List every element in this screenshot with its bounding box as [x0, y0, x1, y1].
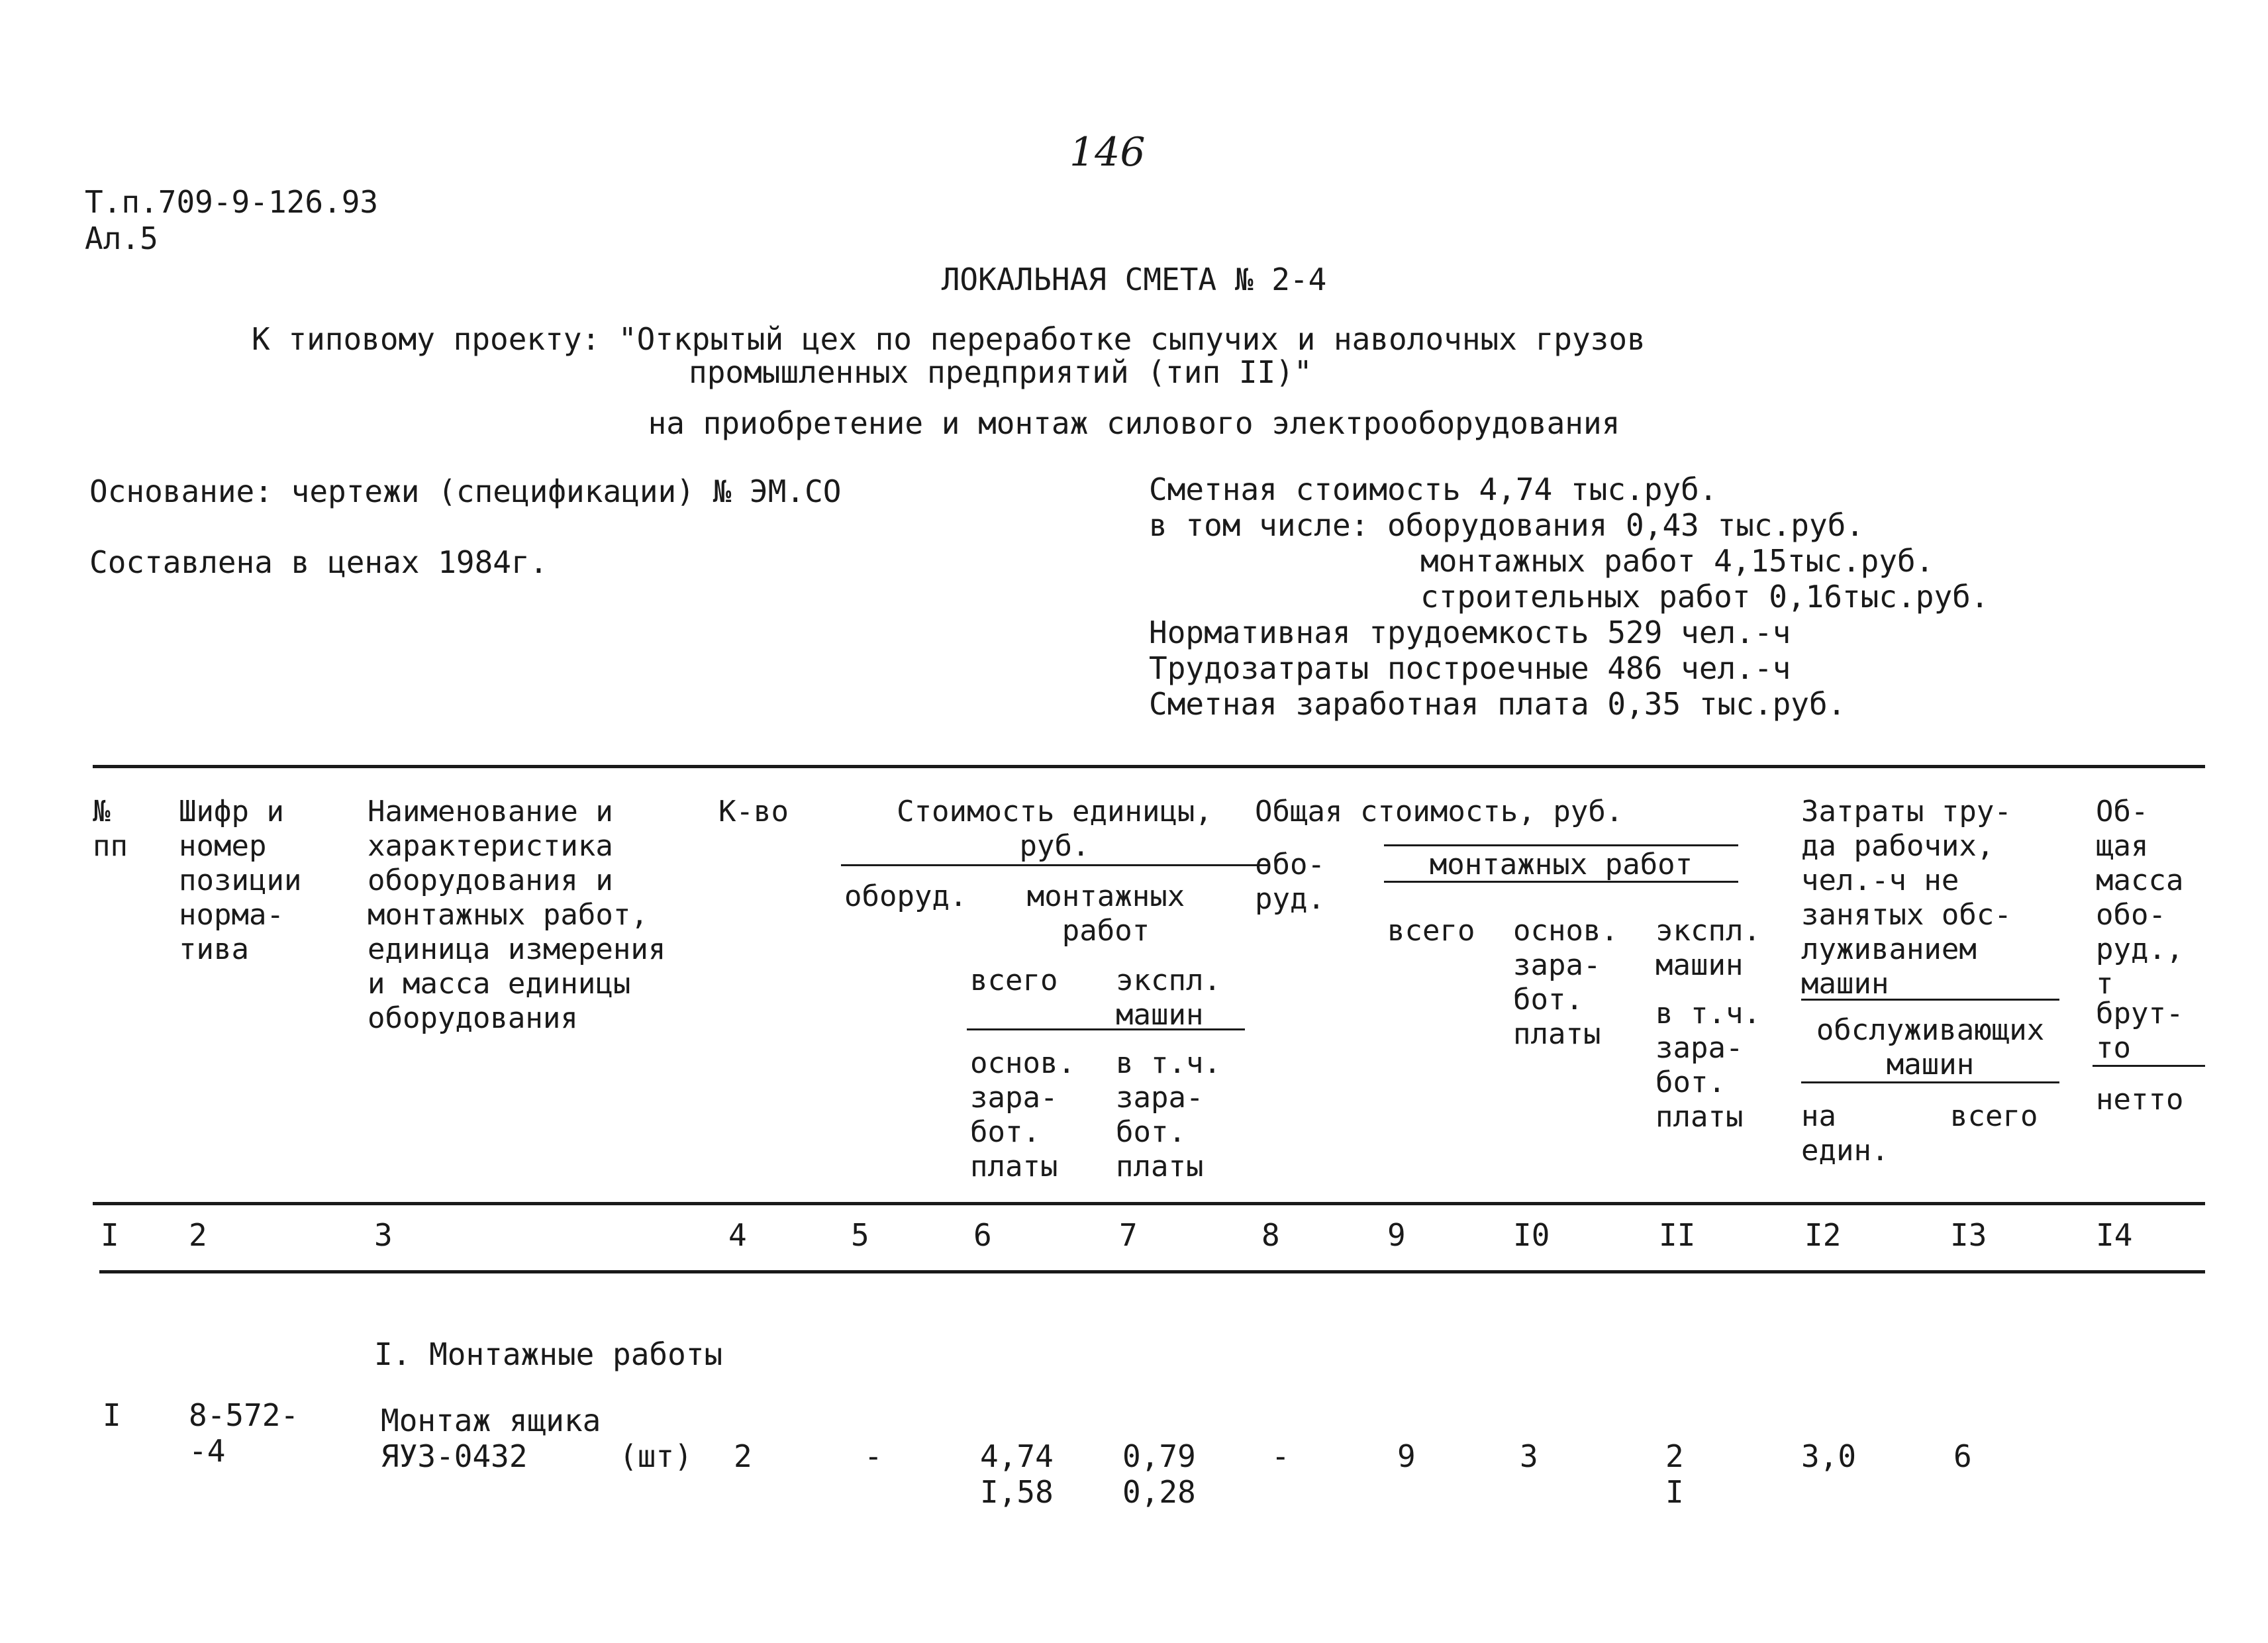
header-number: № пп: [93, 795, 128, 863]
price-level: Составлена в ценах 1984г.: [89, 544, 548, 580]
header-mass: Об- щая масса обо- руд., т: [2096, 795, 2184, 1001]
header-equipment-total: обо- руд.: [1255, 848, 1325, 916]
section-title: I. Монтажные работы: [374, 1336, 723, 1372]
summary-norm-labor: Нормативная трудоемкость 529 чел.-ч: [1149, 615, 1791, 650]
row-labor-total: 6: [1953, 1438, 1972, 1474]
project-line-2: промышленных предприятий (тип II)": [689, 354, 1312, 390]
row-unit: (шт): [619, 1438, 693, 1474]
column-number-4: 4: [728, 1217, 747, 1253]
row-number: I: [103, 1397, 121, 1433]
header-expl-machines: экспл. машин: [1116, 964, 1221, 1032]
header-netto: нетто: [2096, 1083, 2184, 1117]
header-total: всего: [970, 964, 1058, 997]
project-line-1: К типовому проекту: "Открытый цех по переработке сыпучих и наволочных грузов: [252, 321, 1646, 357]
column-number-rule: [99, 1270, 2205, 1273]
column-number-10: I0: [1513, 1217, 1550, 1253]
header-base-wages-2: основ. зара- бот. платы: [1513, 914, 1618, 1051]
column-number-1: I: [101, 1217, 119, 1253]
summary-including: в том числе: оборудования 0,43 тыс.руб.: [1149, 507, 1865, 543]
album-number: Ал.5: [85, 221, 158, 256]
header-incl-wages: в т.ч. зара- бот. платы: [1116, 1046, 1221, 1183]
row-quantity: 2: [734, 1438, 752, 1474]
column-number-3: 3: [374, 1217, 393, 1253]
header-mont-work: монтажных работ: [1026, 879, 1185, 948]
rule-unit-cost: [841, 864, 1268, 866]
header-code: Шифр и номер позиции норма- тива: [179, 795, 302, 966]
table-top-rule: [93, 765, 2205, 768]
header-mont-work-total: монтажных работ: [1429, 848, 1693, 881]
estimate-purpose: на приобретение и монтаж силового электрооборудования: [648, 405, 1620, 441]
header-general-cost: Общая стоимость, руб.: [1255, 795, 1624, 828]
header-base-wages: основ. зара- бот. платы: [970, 1046, 1075, 1183]
header-name: Наименование и характеристика оборудования и монтажных работ, единица измерения и масса единицы оборудования: [368, 795, 666, 1035]
column-number-8: 8: [1261, 1217, 1280, 1253]
header-total-3: всего: [1950, 1099, 2038, 1133]
header-unit-cost: Стоимость единицы, руб.: [897, 795, 1212, 863]
row-name: Монтаж ящика ЯУЗ-0432: [381, 1403, 601, 1474]
summary-construction: строительных работ 0,16тыс.руб.: [1420, 579, 1989, 615]
column-number-9: 9: [1387, 1217, 1406, 1253]
row-equipment-unit: -: [864, 1438, 883, 1474]
header-incl-wages-2: в т.ч. зара- бот. платы: [1655, 997, 1761, 1134]
header-per-unit: на един.: [1801, 1099, 1889, 1168]
header-expl-machines-2: экспл. машин: [1655, 914, 1761, 982]
header-equipment: оборуд.: [844, 879, 967, 913]
header-quantity: К-во: [718, 795, 789, 828]
summary-installation: монтажных работ 4,15тыс.руб.: [1420, 543, 1934, 579]
row-base-wages-2: 3: [1520, 1438, 1538, 1474]
column-number-5: 5: [851, 1217, 869, 1253]
rule-general-cost: [1384, 844, 1738, 846]
row-mont-total-2: 9: [1397, 1438, 1416, 1474]
row-expl-machines-2: 2 I: [1665, 1438, 1684, 1510]
estimate-basis: Основание: чертежи (спецификации) № ЭМ.СО: [89, 473, 842, 509]
column-number-11: II: [1659, 1217, 1696, 1253]
column-number-6: 6: [973, 1217, 992, 1253]
row-equipment-total: -: [1271, 1438, 1290, 1474]
page-number: 146: [1069, 129, 1146, 175]
header-brutto: брут- то: [2096, 997, 2184, 1065]
column-number-2: 2: [189, 1217, 207, 1253]
column-number-12: I2: [1804, 1217, 1842, 1253]
document-title: ЛОКАЛЬНАЯ СМЕТА № 2-4: [941, 262, 1327, 297]
summary-estimated-cost: Сметная стоимость 4,74 тыс.руб.: [1149, 472, 1718, 507]
column-number-13: I3: [1950, 1217, 1987, 1253]
row-code: 8-572- -4: [189, 1397, 299, 1469]
row-mont-expl: 0,79 0,28: [1122, 1438, 1196, 1510]
summary-site-labor: Трудозатраты построечные 486 чел.-ч: [1149, 650, 1791, 686]
document-code: Т.п.709-9-126.93: [85, 184, 379, 220]
row-mont-total: 4,74 I,58: [980, 1438, 1054, 1510]
column-number-14: I4: [2096, 1217, 2133, 1253]
header-labor-service: обслуживающих машин: [1816, 1013, 2045, 1081]
row-labor-per-unit: 3,0: [1801, 1438, 1857, 1474]
summary-wages: Сметная заработная плата 0,35 тыс.руб.: [1149, 686, 1846, 722]
header-labor: Затраты тру- да рабочих, чел.-ч не занятых обс- луживанием машин: [1801, 795, 2012, 1001]
table-header-rule: [93, 1202, 2205, 1205]
column-number-7: 7: [1119, 1217, 1138, 1253]
header-total-2: всего: [1387, 914, 1475, 948]
